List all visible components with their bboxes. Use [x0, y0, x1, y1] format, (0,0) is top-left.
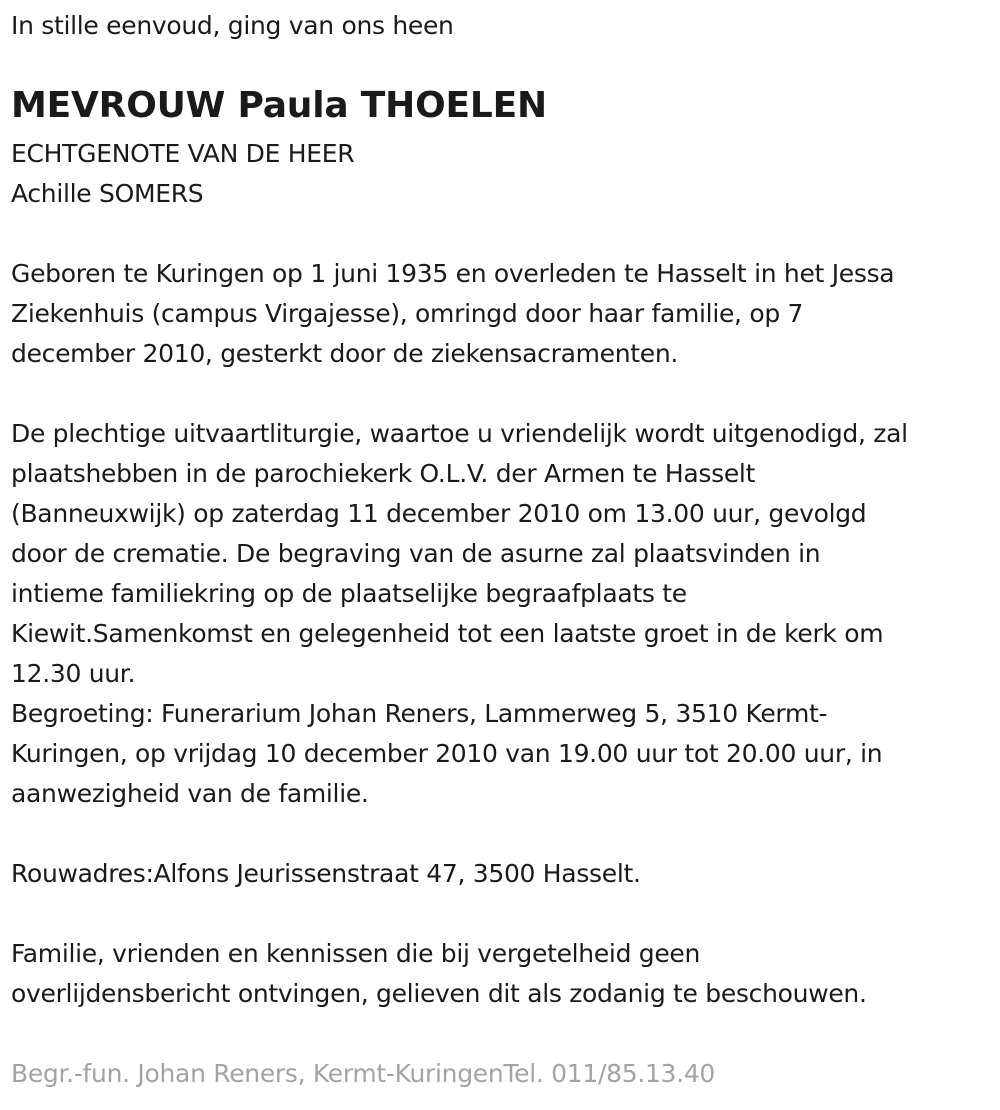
- intro-text: In stille eenvoud, ging van ons heen: [11, 11, 454, 40]
- paragraph-line: aanwezigheid van de familie.: [11, 779, 369, 808]
- paragraph-line: intieme familiekring op de plaatselijke begraafplaats te: [11, 579, 687, 608]
- paragraph-line: Kuringen, op vrijdag 10 december 2010 van 19.00 uur tot 20.00 uur, in: [11, 739, 883, 768]
- paragraph-line: overlijdensbericht ontvingen, gelieven dit als zodanig te beschouwen.: [11, 979, 867, 1008]
- spouse-title: ECHTGENOTE VAN DE HEER: [11, 139, 355, 168]
- paragraph-line: De plechtige uitvaartliturgie, waartoe u vriendelijk wordt uitgenodigd, zal: [11, 419, 908, 448]
- address-line: Rouwadres:Alfons Jeurissenstraat 47, 3500 Hasselt.: [11, 859, 641, 888]
- paragraph-line: Ziekenhuis (campus Virgajesse), omringd door haar familie, op 7: [11, 299, 804, 328]
- paragraph-line: 12.30 uur.: [11, 659, 136, 688]
- spouse-block: [11, 134, 354, 214]
- paragraph-line: plaatshebben in de parochiekerk O.L.V. der Armen te Hasselt: [11, 459, 756, 488]
- paragraph-line: (Banneuxwijk) op zaterdag 11 december 2010 om 13.00 uur, gevolgd: [11, 499, 867, 528]
- paragraph-line: Begroeting: Funerarium Johan Reners, Lammerweg 5, 3510 Kermt-: [11, 699, 828, 728]
- funeral-home-footer: Begr.-fun. Johan Reners, Kermt-KuringenTel. 011/85.13.40: [11, 1059, 716, 1088]
- service-paragraph: [11, 414, 908, 814]
- family-notice-paragraph: [11, 934, 867, 1014]
- paragraph-line: door de crematie. De begraving van de asurne zal plaatsvinden in: [11, 539, 821, 568]
- paragraph-line: december 2010, gesterkt door de ziekensacramenten.: [11, 339, 679, 368]
- birth-death-paragraph: [11, 254, 894, 374]
- spouse-name: Achille SOMERS: [11, 179, 204, 208]
- paragraph-line: Kiewit.Samenkomst en gelegenheid tot een laatste groet in de kerk om: [11, 619, 884, 648]
- deceased-name: MEVROUW Paula THOELEN: [11, 85, 547, 126]
- paragraph-line: Familie, vrienden en kennissen die bij vergetelheid geen: [11, 939, 701, 968]
- paragraph-line: Geboren te Kuringen op 1 juni 1935 en overleden te Hasselt in het Jessa: [11, 259, 895, 288]
- mourning-address: [11, 854, 641, 894]
